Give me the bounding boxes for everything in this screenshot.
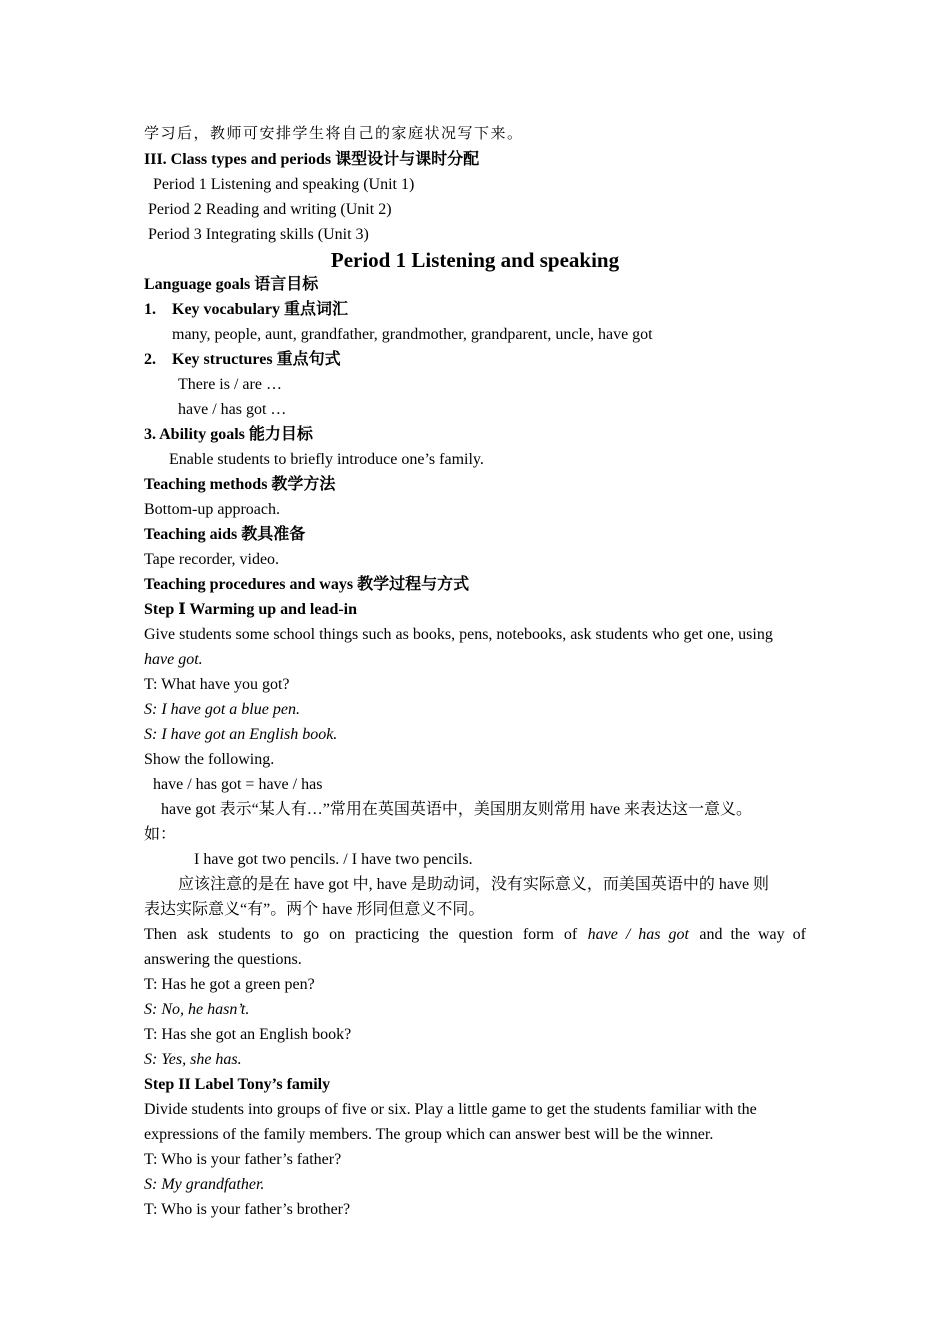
- text-run-italic: have / has got: [587, 926, 689, 943]
- key-structures-heading: [144, 347, 806, 372]
- paragraph-line: 应该注意的是在 have got 中, have 是助动词，没有实际意义，而美国英语中的 have 则: [178, 876, 770, 893]
- paragraph-line: have got 表示“某人有…”常用在英国英语中，美国朋友则常用 have 来表达这一意义。: [161, 801, 753, 818]
- language-goals-heading: Language goals 语言目标: [144, 276, 319, 293]
- structure-line: have / has got …: [178, 401, 287, 418]
- paragraph-line: Give students some school things such as books, pens, notebooks, ask students who get one, using: [144, 626, 773, 643]
- paragraph-line: expressions of the family members. The group which can answer best will be the winner.: [144, 1126, 714, 1143]
- period-2-line: Period 2 Reading and writing (Unit 2): [148, 201, 392, 218]
- example-line: I have got two pencils. / I have two pencils.: [194, 851, 473, 868]
- document-page: [144, 122, 806, 1222]
- key-vocabulary-heading: [144, 297, 806, 322]
- list-label: Key vocabulary 重点词汇: [172, 301, 348, 318]
- ability-goals-heading: 3. Ability goals 能力目标: [144, 426, 313, 443]
- dialogue-student: S: I have got an English book.: [144, 726, 338, 743]
- ability-goals-text: Enable students to briefly introduce one’s family.: [169, 451, 484, 468]
- dialogue-teacher: T: Who is your father’s brother?: [144, 1201, 351, 1218]
- paragraph-line: Divide students into groups of five or six. Play a little game to get the students familiar with the: [144, 1101, 757, 1118]
- vocabulary-list: many, people, aunt, grandfather, grandmother, grandparent, uncle, have got: [172, 326, 653, 343]
- paragraph-line: answering the questions.: [144, 951, 302, 968]
- dialogue-teacher: T: Has he got a green pen?: [144, 976, 315, 993]
- formula-line: have / has got = have / has: [153, 776, 323, 793]
- period-3-line: Period 3 Integrating skills (Unit 3): [148, 226, 369, 243]
- step-1-heading: Step Ⅰ Warming up and lead-in: [144, 601, 358, 618]
- dialogue-student: S: My grandfather.: [144, 1176, 265, 1193]
- dialogue-teacher: T: What have you got?: [144, 676, 290, 693]
- step-2-heading: Step II Label Tony’s family: [144, 1076, 331, 1093]
- dialogue-teacher: T: Has she got an English book?: [144, 1026, 352, 1043]
- period-1-line: Period 1 Listening and speaking (Unit 1): [153, 176, 415, 193]
- structure-line: There is / are …: [178, 376, 282, 393]
- dialogue-student: S: Yes, she has.: [144, 1051, 242, 1068]
- list-number: 1.: [144, 301, 156, 318]
- teaching-aids-text: Tape recorder, video.: [144, 551, 280, 568]
- period-title: Period 1 Listening and speaking: [330, 248, 620, 272]
- paragraph-line: [144, 922, 806, 947]
- paragraph-line: 表达实际意义“有”。两个 have 形同但意义不同。: [144, 901, 485, 918]
- dialogue-student: S: No, he hasn’t.: [144, 1001, 250, 1018]
- teaching-aids-heading: Teaching aids 教具准备: [144, 526, 306, 543]
- paragraph-line: have got.: [144, 651, 203, 668]
- paragraph-line: Show the following.: [144, 751, 275, 768]
- text-run: and the way of: [699, 926, 806, 943]
- teaching-procedures-heading: Teaching procedures and ways 教学过程与方式: [144, 576, 470, 593]
- dialogue-student: S: I have got a blue pen.: [144, 701, 300, 718]
- teaching-methods-heading: Teaching methods 教学方法: [144, 476, 336, 493]
- teaching-methods-text: Bottom-up approach.: [144, 501, 280, 518]
- paragraph-line: 如：: [144, 826, 177, 843]
- list-number: 2.: [144, 351, 156, 368]
- list-label: Key structures 重点句式: [172, 351, 341, 368]
- text-run: Then ask students to go on practicing the question form of: [144, 926, 578, 943]
- intro-line: 学习后，教师可安排学生将自己的家庭状况写下来。: [144, 126, 524, 142]
- section-heading-class-types: III. Class types and periods 课型设计与课时分配: [144, 151, 480, 168]
- dialogue-teacher: T: Who is your father’s father?: [144, 1151, 342, 1168]
